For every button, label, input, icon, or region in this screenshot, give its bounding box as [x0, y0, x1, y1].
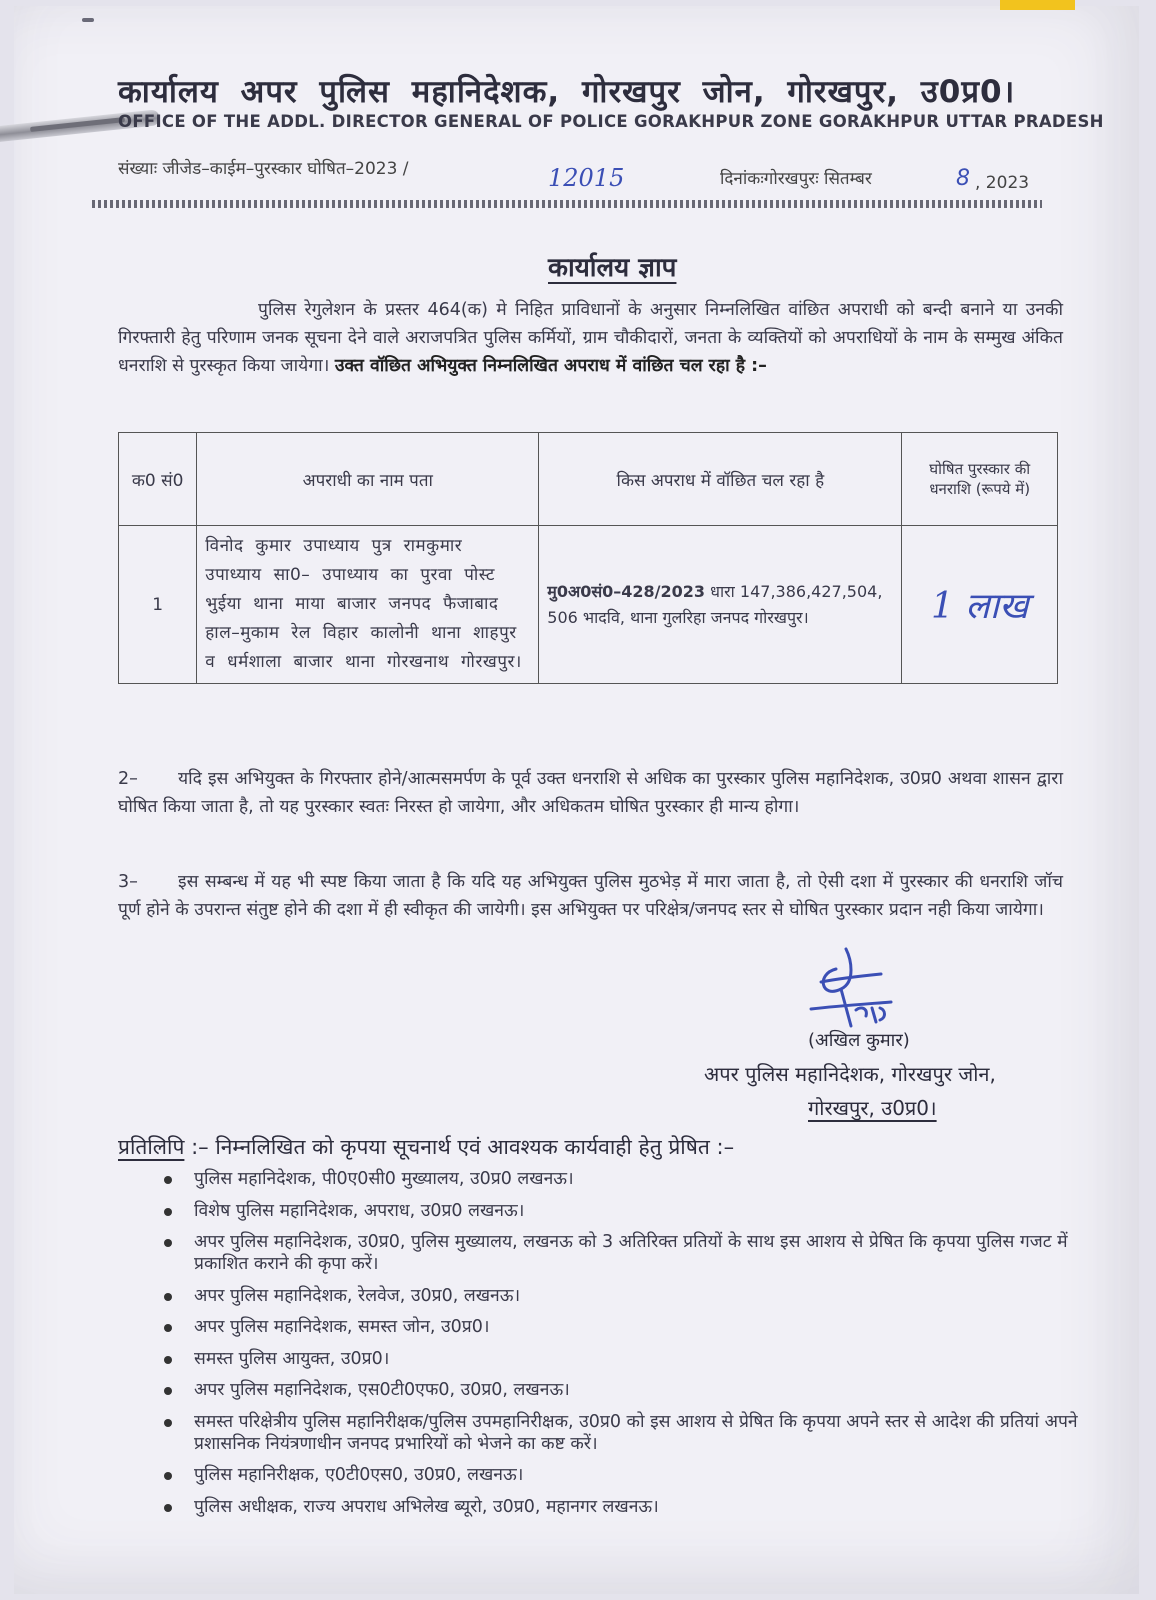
- offence-text: धारा 147,386,427,504, 506 भादवि, थाना गुलरिहा जनपद गोरखपुर।: [547, 581, 883, 627]
- copy-heading: [118, 1133, 734, 1161]
- cell-name: विनोद कुमार उपाध्याय पुत्र रामकुमार उपाध्याय सा0– उपाध्याय का पुरवा पोस्ट भुईया थाना माया बाजार जनपद फैजाबाद हाल–मुकाम रेल विहार कालोनी थाना शाहपुर व धर्मशाला बाजार थाना गोरखनाथ गोरखपुर।: [197, 526, 539, 684]
- list-item: पुलिस अधीक्षक, राज्य अपराध अभिलेख ब्यूरो, उ0प्र0, महानगर लखनऊ।: [158, 1496, 1078, 1518]
- paragraph-2: [118, 765, 1063, 821]
- intro-paragraph: [118, 296, 1063, 380]
- reference-label: संख्याः जीजेड–काईम–पुरस्कार घोषित–2023 /: [118, 159, 409, 179]
- copy-list: [158, 1168, 1078, 1527]
- list-item: पुलिस महानिरीक्षक, ए0टी0एस0, उ0प्र0, लखनऊ।: [158, 1464, 1078, 1486]
- intro-emphasis: उक्त वॉछित अभियुक्त निम्नलिखित अपराध में वांछित चल रहा है :–: [334, 356, 767, 376]
- reward-amount: 1 लाख: [930, 586, 1029, 627]
- para2-text: यदि इस अभियुक्त के गिरफ्तार होने/आत्मसमर्पण के पूर्व उक्त धनराशि से अधिक का पुरस्कार पुलिस महानिदेशक, उ0प्र0 अथवा शासन द्वारा घोषित किया जाता है, तो यह पुरस्कार स्वतः निरस्त हो जायेगा, और अधिकतम घोषित पुरस्कार ही मान्य होगा।: [118, 769, 1063, 817]
- reward-table: [118, 432, 1058, 684]
- list-item: अपर पुलिस महानिदेशक, समस्त जोन, उ0प्र0।: [158, 1316, 1078, 1338]
- table-row: [119, 526, 1058, 684]
- office-title-hindi: कार्यालय अपर पुलिस महानिदेशक, गोरखपुर जोन, गोरखपुर, उ0प्र0।: [118, 74, 1016, 110]
- yellow-tab: [1000, 0, 1075, 10]
- decorative-border: [92, 200, 1042, 208]
- list-item: अपर पुलिस महानिदेशक, रेलवेज, उ0प्र0, लखनऊ।: [158, 1285, 1078, 1307]
- cell-offence: [539, 526, 902, 684]
- para3-text: इस सम्बन्ध में यह भी स्पष्ट किया जाता है कि यदि यह अभियुक्त पुलिस मुठभेड़ में मारा जाता है, तो ऐसी दशा में पुरस्कार की धनराशि जॉच पूर्ण होने के उपरान्त संतुष्ट होने की दशा में ही स्वीकृत की जायेगी। इस अभियुक्त पर परिक्षेत्र/जनपद स्तर से घोषित पुरस्कार प्रदान नही किया जायेगा।: [118, 872, 1063, 920]
- header-offence: किस अपराध में वॉछित चल रहा है: [539, 433, 902, 526]
- copy-label: प्रतिलिपि: [118, 1135, 185, 1159]
- para2-number: 2–: [118, 769, 138, 789]
- signatory-place: गोरखपुर, उ0प्र0।: [808, 1096, 937, 1120]
- header-reward: घोषित पुरस्कार की धनराशि (रूपये में): [902, 433, 1058, 526]
- pen-mark: [82, 18, 94, 22]
- signatory-designation: अपर पुलिस महानिदेशक, गोरखपुर जोन,: [704, 1062, 996, 1086]
- list-item: अपर पुलिस महानिदेशक, एस0टी0एफ0, उ0प्र0, लखनऊ।: [158, 1379, 1078, 1401]
- case-number: मु0अ0सं0–428/2023: [547, 581, 706, 601]
- intro-text: पुलिस रेगुलेशन के प्रस्तर 464(क) मे निहित प्राविधानों के अनुसार निम्नलिखित वांछित अपराधी को बन्दी बनाने या उनकी गिरफ्तारी हेतु परिणाम जनक सूचना देने वाले अराजपत्रित पुलिस कर्मियों, ग्राम चौकीदारों, जनता के व्यक्तियों को अपराधियों के नाम के सम्मुख अंकित धनराशि से पुरस्कृत किया जायेगा।: [118, 300, 1063, 376]
- para3-number: 3–: [118, 872, 138, 892]
- copy-heading-text: :– निम्नलिखित को कृपया सूचनार्थ एवं आवश्यक कार्यवाही हेतु प्रेषित :–: [184, 1135, 735, 1159]
- cell-serial: 1: [119, 526, 197, 684]
- signature-scribble: [806, 944, 896, 1034]
- list-item: समस्त परिक्षेत्रीय पुलिस महानिरीक्षक/पुलिस उपमहानिरीक्षक, उ0प्र0 को इस आशय से प्रेषित कि कृपया अपने स्तर से आदेश की प्रतियां अपने प्रशासनिक नियंत्रणाधीन जनपद प्रभारियों को भेजने का कष्ट करें।: [158, 1411, 1078, 1455]
- date-day: 8: [956, 166, 970, 191]
- header-name: अपराधी का नाम पता: [197, 433, 539, 526]
- cell-reward: [902, 526, 1058, 684]
- list-item: पुलिस महानिदेशक, पी0ए0सी0 मुख्यालय, उ0प्र0 लखनऊ।: [158, 1168, 1078, 1190]
- office-title-english: OFFICE OF THE ADDL. DIRECTOR GENERAL OF POLICE GORAKHPUR ZONE GORAKHPUR UTTAR PRADESH: [118, 112, 1104, 131]
- list-item: समस्त पुलिस आयुक्त, उ0प्र0।: [158, 1348, 1078, 1370]
- date-year: , 2023: [975, 173, 1030, 193]
- date-label: दिनांकःगोरखपुरः सितम्बर: [720, 169, 872, 189]
- paragraph-3: [118, 868, 1063, 924]
- list-item: विशेष पुलिस महानिदेशक, अपराध, उ0प्र0 लखनऊ।: [158, 1200, 1078, 1222]
- reference-number: 12015: [548, 164, 625, 192]
- header-serial: क0 सं0: [119, 433, 197, 526]
- signature-path: [811, 949, 891, 1026]
- memo-title: कार्यालय ज्ञाप: [548, 253, 677, 283]
- table-header-row: [119, 433, 1058, 526]
- signatory-name: (अखिल कुमार): [808, 1030, 910, 1051]
- list-item: अपर पुलिस महानिदेशक, उ0प्र0, पुलिस मुख्यालय, लखनऊ को 3 अतिरिक्त प्रतियों के साथ इस आशय से प्रेषित कि कृपया पुलिस गजट में प्रकाशित कराने की कृपा करें।: [158, 1231, 1078, 1275]
